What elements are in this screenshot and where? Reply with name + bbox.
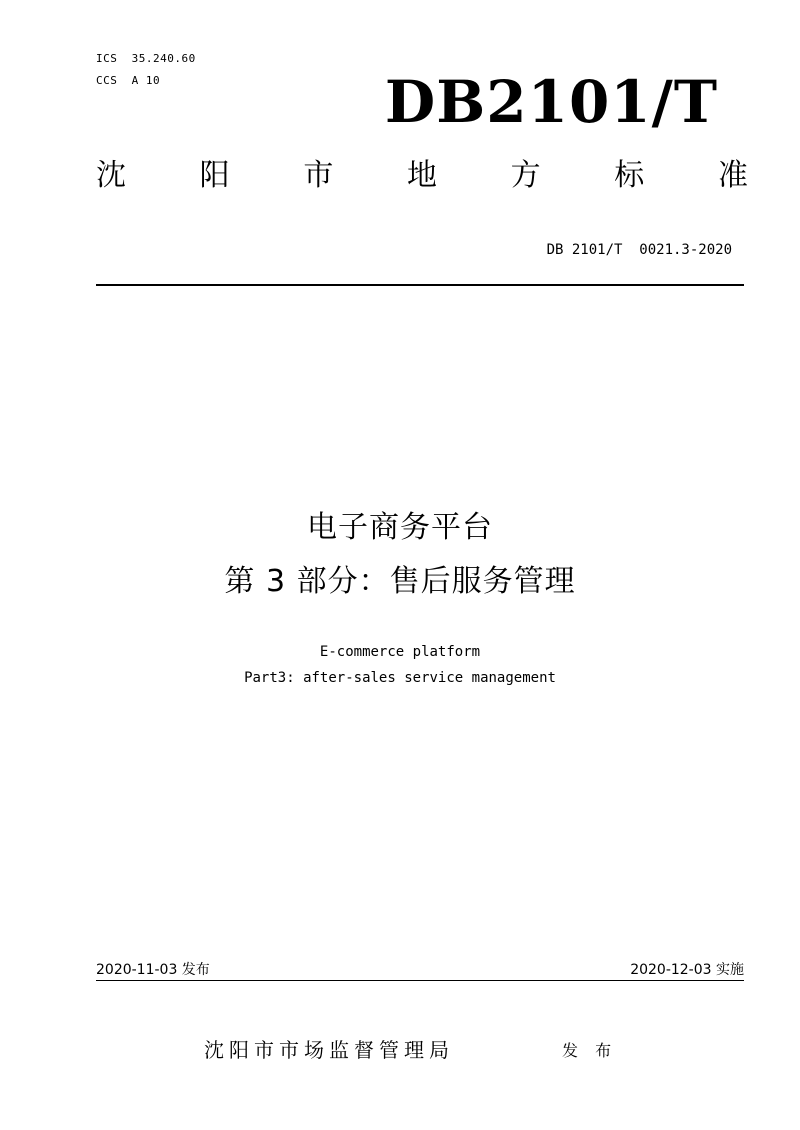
header-divider [96,284,744,286]
standard-kind-char: 方 [510,158,541,193]
title-cn-main: 电子商务平台 [307,510,493,545]
title-en-part: Part3: after-sales service management [244,670,556,686]
standard-kind-char: 准 [717,158,748,193]
standard-kind-char: 阳 [199,158,230,193]
standard-kind-char: 沈 [96,158,126,193]
standard-kind-char: 地 [406,158,437,193]
title-cn-part: 第 3 部分：售后服务管理 [224,564,576,599]
implementation-date: 2020-12-03 实施 [630,962,744,978]
footer-divider [96,980,744,981]
issue-date: 2020-11-03 发布 [96,962,210,978]
issuing-authority: 沈阳市市场监督管理局 [204,1038,454,1062]
ccs-code: CCS A 10 [96,74,161,87]
ics-code: ICS 35.240.60 [96,52,196,65]
standard-kind [96,156,748,196]
standard-number: DB 2101/T 0021.3-2020 [546,242,732,258]
standard-kind-char: 标 [614,158,645,193]
document-code: DB2101/T [384,68,718,136]
standard-kind-char: 市 [303,158,334,193]
issue-label: 发 布 [562,1041,618,1060]
title-en-main: E-commerce platform [319,644,481,660]
